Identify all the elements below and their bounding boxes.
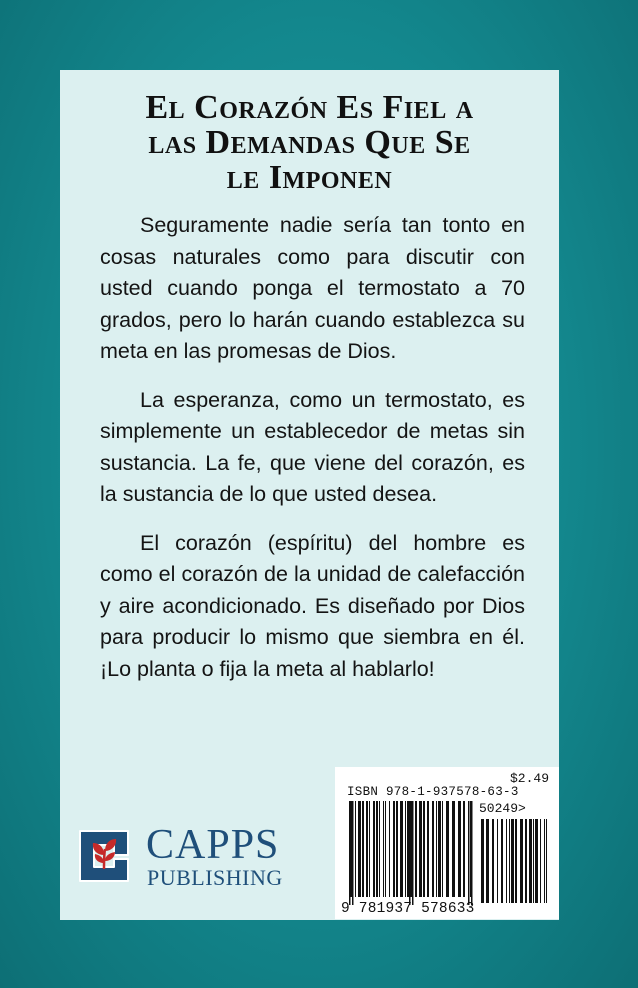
paragraph: La esperanza, como un termostato, es simplemente un establecedor de metas sin sustancia. La fe, que viene del corazón, es la sustancia de lo que usted desea.	[100, 387, 525, 506]
publisher-name: CAPPS	[146, 822, 280, 868]
publisher-logo	[74, 822, 314, 895]
barcode-digits: 9 781937 578633	[341, 901, 475, 917]
cover-title	[60, 90, 559, 195]
barcode	[335, 767, 559, 919]
price: $2.49	[509, 771, 549, 786]
paragraph: El corazón (espíritu) del hombre es como el corazón de la unidad de calefacción y aire acondicionado. Es diseñado por Dios para producir lo mismo que siembra en él. ¡Lo planta o fija la meta al hablarlo!	[100, 530, 525, 681]
title-line: le Imponen	[226, 159, 393, 196]
addon-code: 50249>	[479, 801, 526, 816]
title-line: El Corazón Es Fiel a	[145, 89, 474, 126]
body-text	[100, 210, 525, 702]
title-line: las Demandas Que Se	[148, 124, 471, 161]
publisher-subtitle: PUBLISHING	[147, 865, 283, 890]
isbn: ISBN 978-1-937578-63-3	[347, 785, 519, 799]
paragraph: Seguramente nadie sería tan tonto en cosas naturales como para discutir con usted cuando ponga el termostato a 70 grados, pero lo harán cuando establezca su meta en las promesas de Dios.	[100, 213, 525, 363]
sprout-logo-icon	[74, 825, 134, 887]
